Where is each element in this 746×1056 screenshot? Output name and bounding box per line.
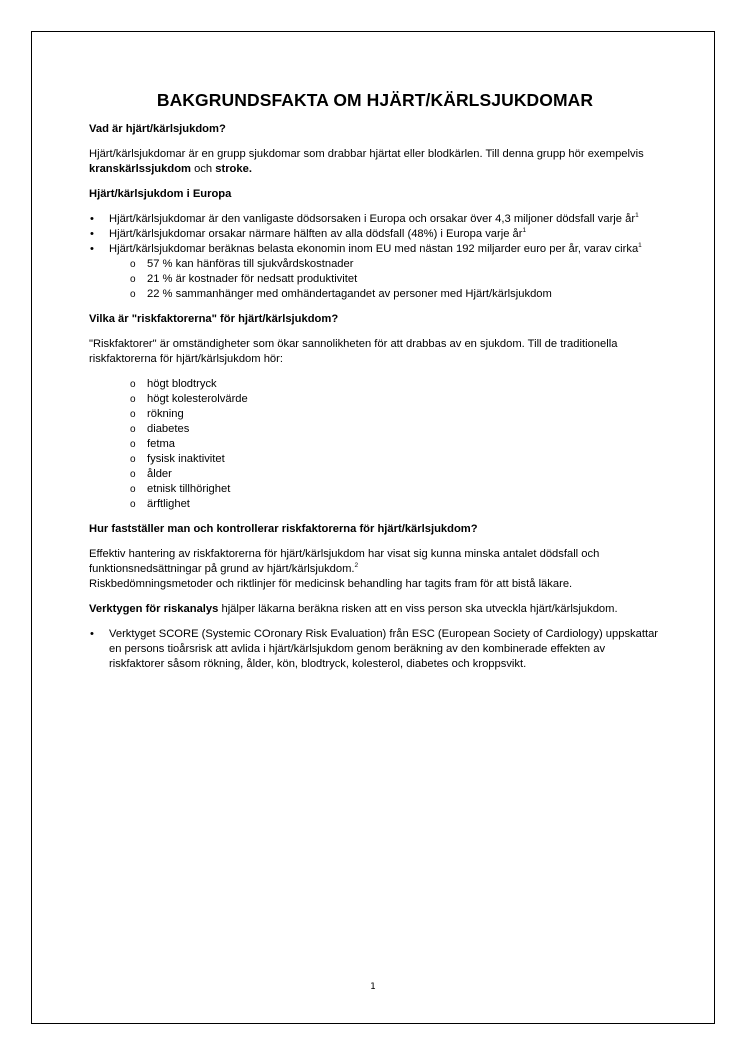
europe-facts-list <box>89 212 661 302</box>
list-item: o 57 % kan hänföras till sjukvårdskostnader <box>109 257 661 272</box>
list-item: o rökning <box>89 407 661 422</box>
reference-mark: 2 <box>354 562 359 569</box>
guidelines-text: Riskbedömningsmetoder och riktlinjer för medicinsk behandling har tagits fram för att bistå läkare. <box>89 578 573 590</box>
heading-europe: Hjärt/kärlsjukdom i Europa <box>89 188 232 200</box>
score-list <box>89 627 661 672</box>
list-item: o ålder <box>89 467 661 482</box>
reference-mark: 1 <box>635 212 639 219</box>
list-item: o högt kolesterolvärde <box>89 392 661 407</box>
list-item: o etnisk tillhörighet <box>89 482 661 497</box>
list-item: o 22 % sammanhänger med omhändertagandet av personer med Hjärt/kärlsjukdom <box>109 287 661 302</box>
list-item <box>89 212 661 227</box>
reference-mark: 1 <box>522 227 527 234</box>
list-item: o ärftlighet <box>89 497 661 512</box>
paragraph-definition <box>89 147 661 177</box>
risk-factor-list <box>89 377 661 512</box>
list-item: • Verktyget SCORE (Systemic COronary Risk Evaluation) från ESC (European Society of Cardiology) uppskattar en persons tioårsrisk att avlida i hjärt/kärlsjukdom genom beräkning av den kombinerade effekten av riskfaktorer såsom rökning, ålder, kön, blodtryck, kolesterol, diabetes och kroppsvikt. <box>89 627 661 672</box>
tools-text: hjälper läkarna beräkna risken att en viss person ska utveckla hjärt/kärlsjukdom. <box>218 603 618 615</box>
definition-text: Hjärt/kärlsjukdomar är en grupp sjukdomar som drabbar hjärtat eller blodkärlen. Till denna grupp hör exempelvis <box>89 148 644 160</box>
list-item: o 21 % är kostnader för nedsatt produktivitet <box>109 272 661 287</box>
fact-share: Hjärt/kärlsjukdomar orsakar närmare hälften av alla dödsfall (48%) i Europa varje år <box>109 228 523 240</box>
heading-what-is: Vad är hjärt/kärlsjukdom? <box>89 123 226 135</box>
list-item <box>89 242 661 302</box>
term-stroke: stroke. <box>215 163 252 175</box>
fact-economy: Hjärt/kärlsjukdomar beräknas belasta ekonomin inom EU med nästan 192 miljarder euro per år, varav cirka <box>109 243 639 255</box>
cost-breakdown-list <box>109 257 661 302</box>
term-kranskarl: kranskärlssjukdom <box>89 163 191 175</box>
definition-and: och <box>190 163 216 175</box>
list-item: o fysisk inaktivitet <box>89 452 661 467</box>
page-number: 1 <box>370 982 376 992</box>
list-item: o högt blodtryck <box>89 377 661 392</box>
paragraph-management <box>89 547 661 592</box>
list-item <box>89 227 661 242</box>
list-item: o fetma <box>89 437 661 452</box>
list-item: o diabetes <box>89 422 661 437</box>
heading-management: Hur fastställer man och kontrollerar riskfaktorerna för hjärt/kärlsjukdom? <box>89 523 478 535</box>
term-tools: Verktygen för riskanalys <box>89 603 219 615</box>
reference-mark: 1 <box>638 242 642 249</box>
document-body <box>89 89 661 682</box>
paragraph-tools <box>89 602 661 617</box>
heading-risk-factors: Vilka är "riskfaktorerna" för hjärt/kärlsjukdom? <box>89 313 339 325</box>
paragraph-risk-factors: "Riskfaktorer" är omständigheter som ökar sannolikheten för att drabbas av en sjukdom. Till de traditionella riskfaktorerna för hjärt/kärlsjukdom hör: <box>89 338 618 365</box>
fact-deaths: Hjärt/kärlsjukdomar är den vanligaste dödsorsaken i Europa och orsakar över 4,3 miljoner dödsfall varje år <box>109 213 636 225</box>
management-text: Effektiv hantering av riskfaktorerna för hjärt/kärlsjukdom har visat sig kunna minska antalet dödsfall och funktionsnedsättningar på grund av hjärt/kärlsjukdom. <box>89 548 600 575</box>
document-title: BAKGRUNDSFAKTA OM HJÄRT/KÄRLSJUKDOMAR <box>156 90 594 110</box>
